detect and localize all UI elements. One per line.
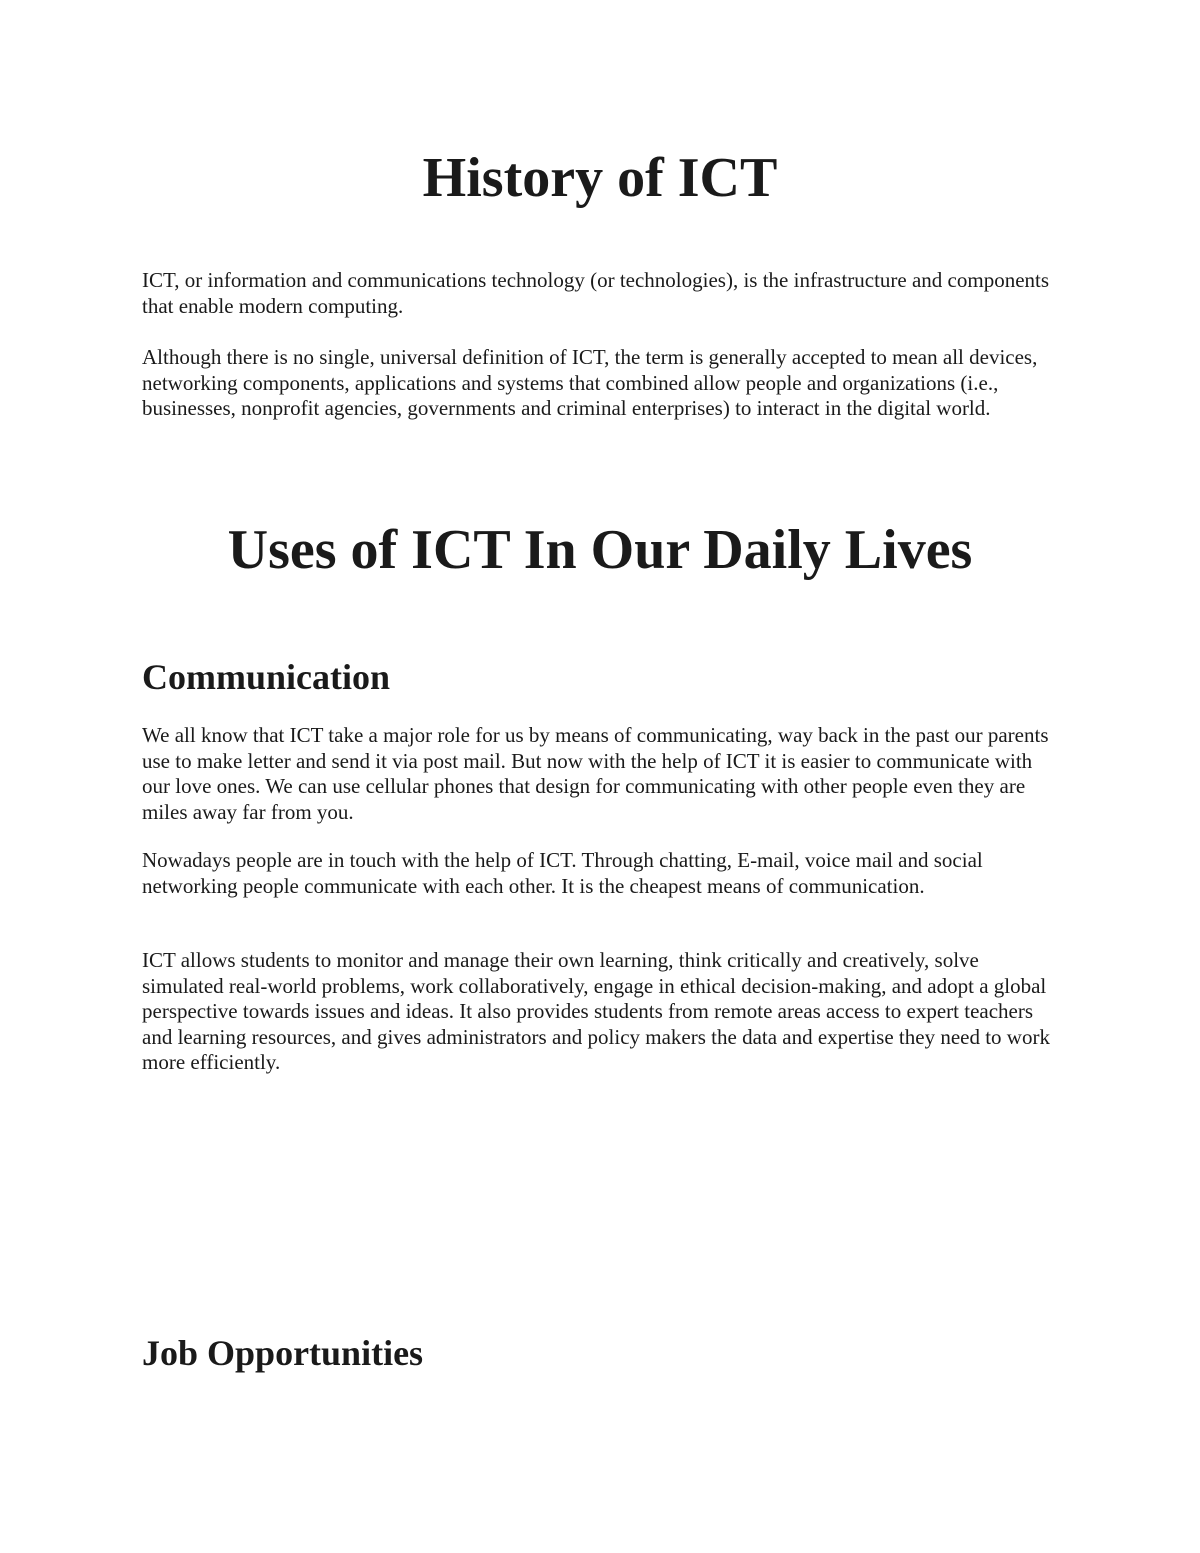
communication-paragraph: Nowadays people are in touch with the help of ICT. Through chatting, E-mail, voice mail and social networking people communicate with each other. It is the cheapest means of communication. (142, 848, 983, 898)
intro-paragraph: ICT, or information and communications technology (or technologies), is the infrastructure and components that enable modern computing. (142, 268, 1050, 318)
page-title: History of ICT (422, 147, 778, 209)
communication-paragraph: ICT allows students to monitor and manage their own learning, think critically and creatively, solve simulated real-world problems, work collaboratively, engage in ethical decision-making, and adopt a global perspective towards issues and ideas. It also provides students from remote areas access to expert teachers and learning resources, and gives administrators and policy makers the data and expertise they need to work more efficiently. (142, 948, 1050, 1074)
intro-paragraph: Although there is no single, universal definition of ICT, the term is generally accepted to mean all devices, networking components, applications and systems that combined allow people and organizations (i.e., businesses, nonprofit agencies, governments and criminal enterprises) to interact in the digital world. (142, 345, 1038, 420)
section-title-uses: Uses of ICT In Our Daily Lives (227, 519, 973, 581)
communication-paragraph: We all know that ICT take a major role for us by means of communicating, way back in the past our parents use to make letter and send it via post mail. But now with the help of ICT it is easier to communicate with our love ones. We can use cellular phones that design for communicating with other people even they are miles away far from you. (142, 723, 1049, 824)
heading-communication: Communication (142, 657, 391, 697)
heading-job-opportunities: Job Opportunities (142, 1333, 424, 1373)
